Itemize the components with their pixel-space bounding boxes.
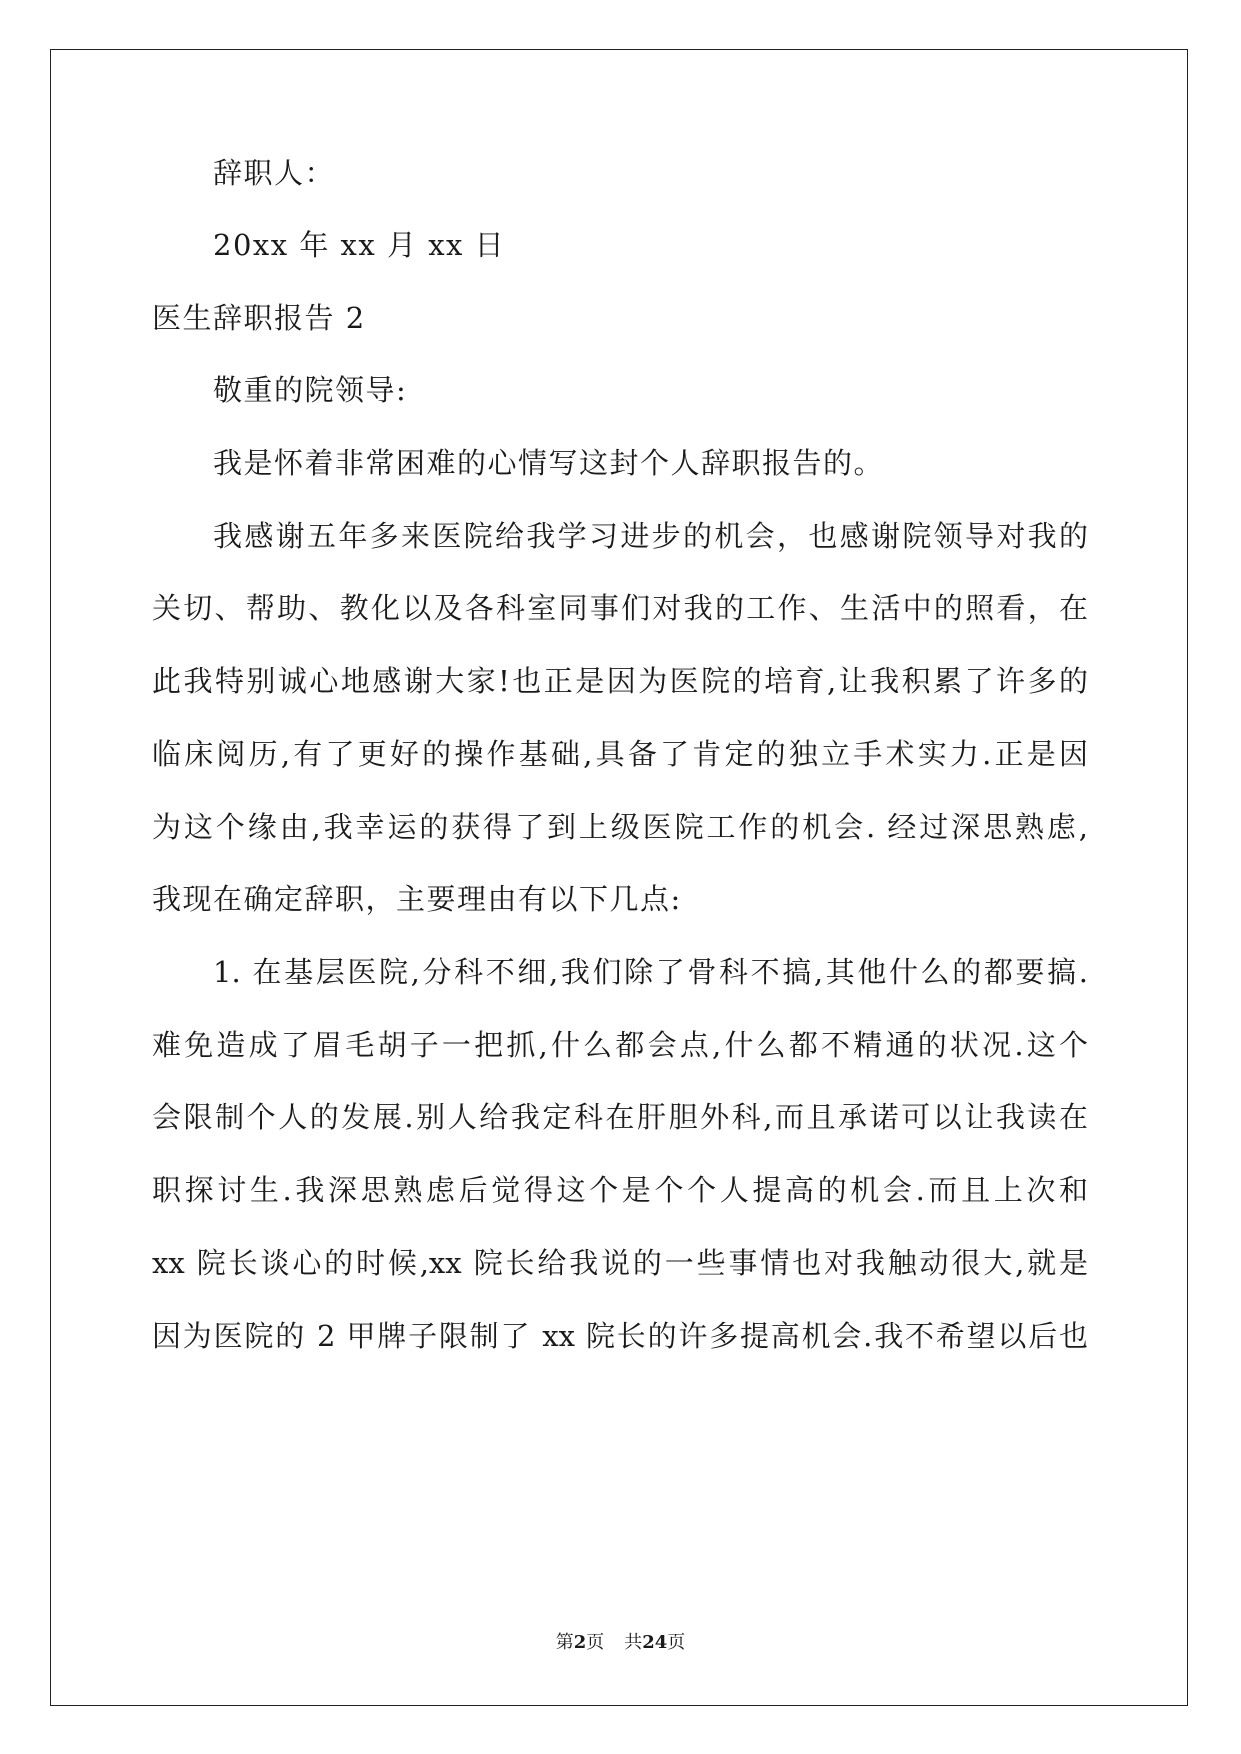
paragraph2-line: 1. 在基层医院,分科不细,我们除了骨科不搞,其他什么的都要搞. (213, 955, 1088, 989)
paragraph1-line: 临床阅历,有了更好的操作基础,具备了肯定的独立手术实力.正是因 (152, 737, 1088, 771)
page-total: 24 (642, 1632, 668, 1653)
page-border (50, 49, 1188, 1706)
resigner-label: 辞职人： (213, 156, 336, 190)
paragraph2-line: 因为医院的 2 甲牌子限制了 xx 院长的许多提高机会.我不希望以后也 (152, 1319, 1088, 1353)
paragraph1-line: 我感谢五年多来医院给我学习进步的机会，也感谢院领导对我的 (213, 519, 1088, 553)
total-prefix: 共 (624, 1632, 643, 1653)
page-suffix: 页 (586, 1632, 605, 1653)
page-footer (0, 1632, 1241, 1654)
page-prefix: 第 (555, 1632, 574, 1653)
paragraph1-line: 我现在确定辞职，主要理由有以下几点: (152, 882, 682, 916)
paragraph1-line: 此我特别诚心地感谢大家!也正是因为医院的培育,让我积累了许多的 (152, 664, 1088, 698)
paragraph2-line: xx 院长谈心的时候,xx 院长给我说的一些事情也对我触动很大,就是 (152, 1246, 1088, 1280)
page-current: 2 (573, 1632, 587, 1653)
total-suffix: 页 (667, 1632, 686, 1653)
date-line: 20xx 年 xx 月 xx 日 (213, 228, 506, 262)
paragraph1-line: 关切、帮助、教化以及各科室同事们对我的工作、生活中的照看，在 (152, 591, 1088, 625)
salutation: 敬重的院领导: (213, 373, 408, 407)
paragraph2-line: 职探讨生.我深思熟虑后觉得这个是个个人提高的机会.而且上次和 (152, 1173, 1088, 1207)
section-title: 医生辞职报告 2 (152, 301, 366, 335)
paragraph2-line: 难免造成了眉毛胡子一把抓,什么都会点,什么都不精通的状况.这个 (152, 1028, 1088, 1062)
intro-line: 我是怀着非常困难的心情写这封个人辞职报告的。 (213, 446, 885, 480)
paragraph2-line: 会限制个人的发展.别人给我定科在肝胆外科,而且承诺可以让我读在 (152, 1100, 1088, 1134)
paragraph1-line: 为这个缘由,我幸运的获得了到上级医院工作的机会. 经过深思熟虑, (152, 810, 1088, 844)
